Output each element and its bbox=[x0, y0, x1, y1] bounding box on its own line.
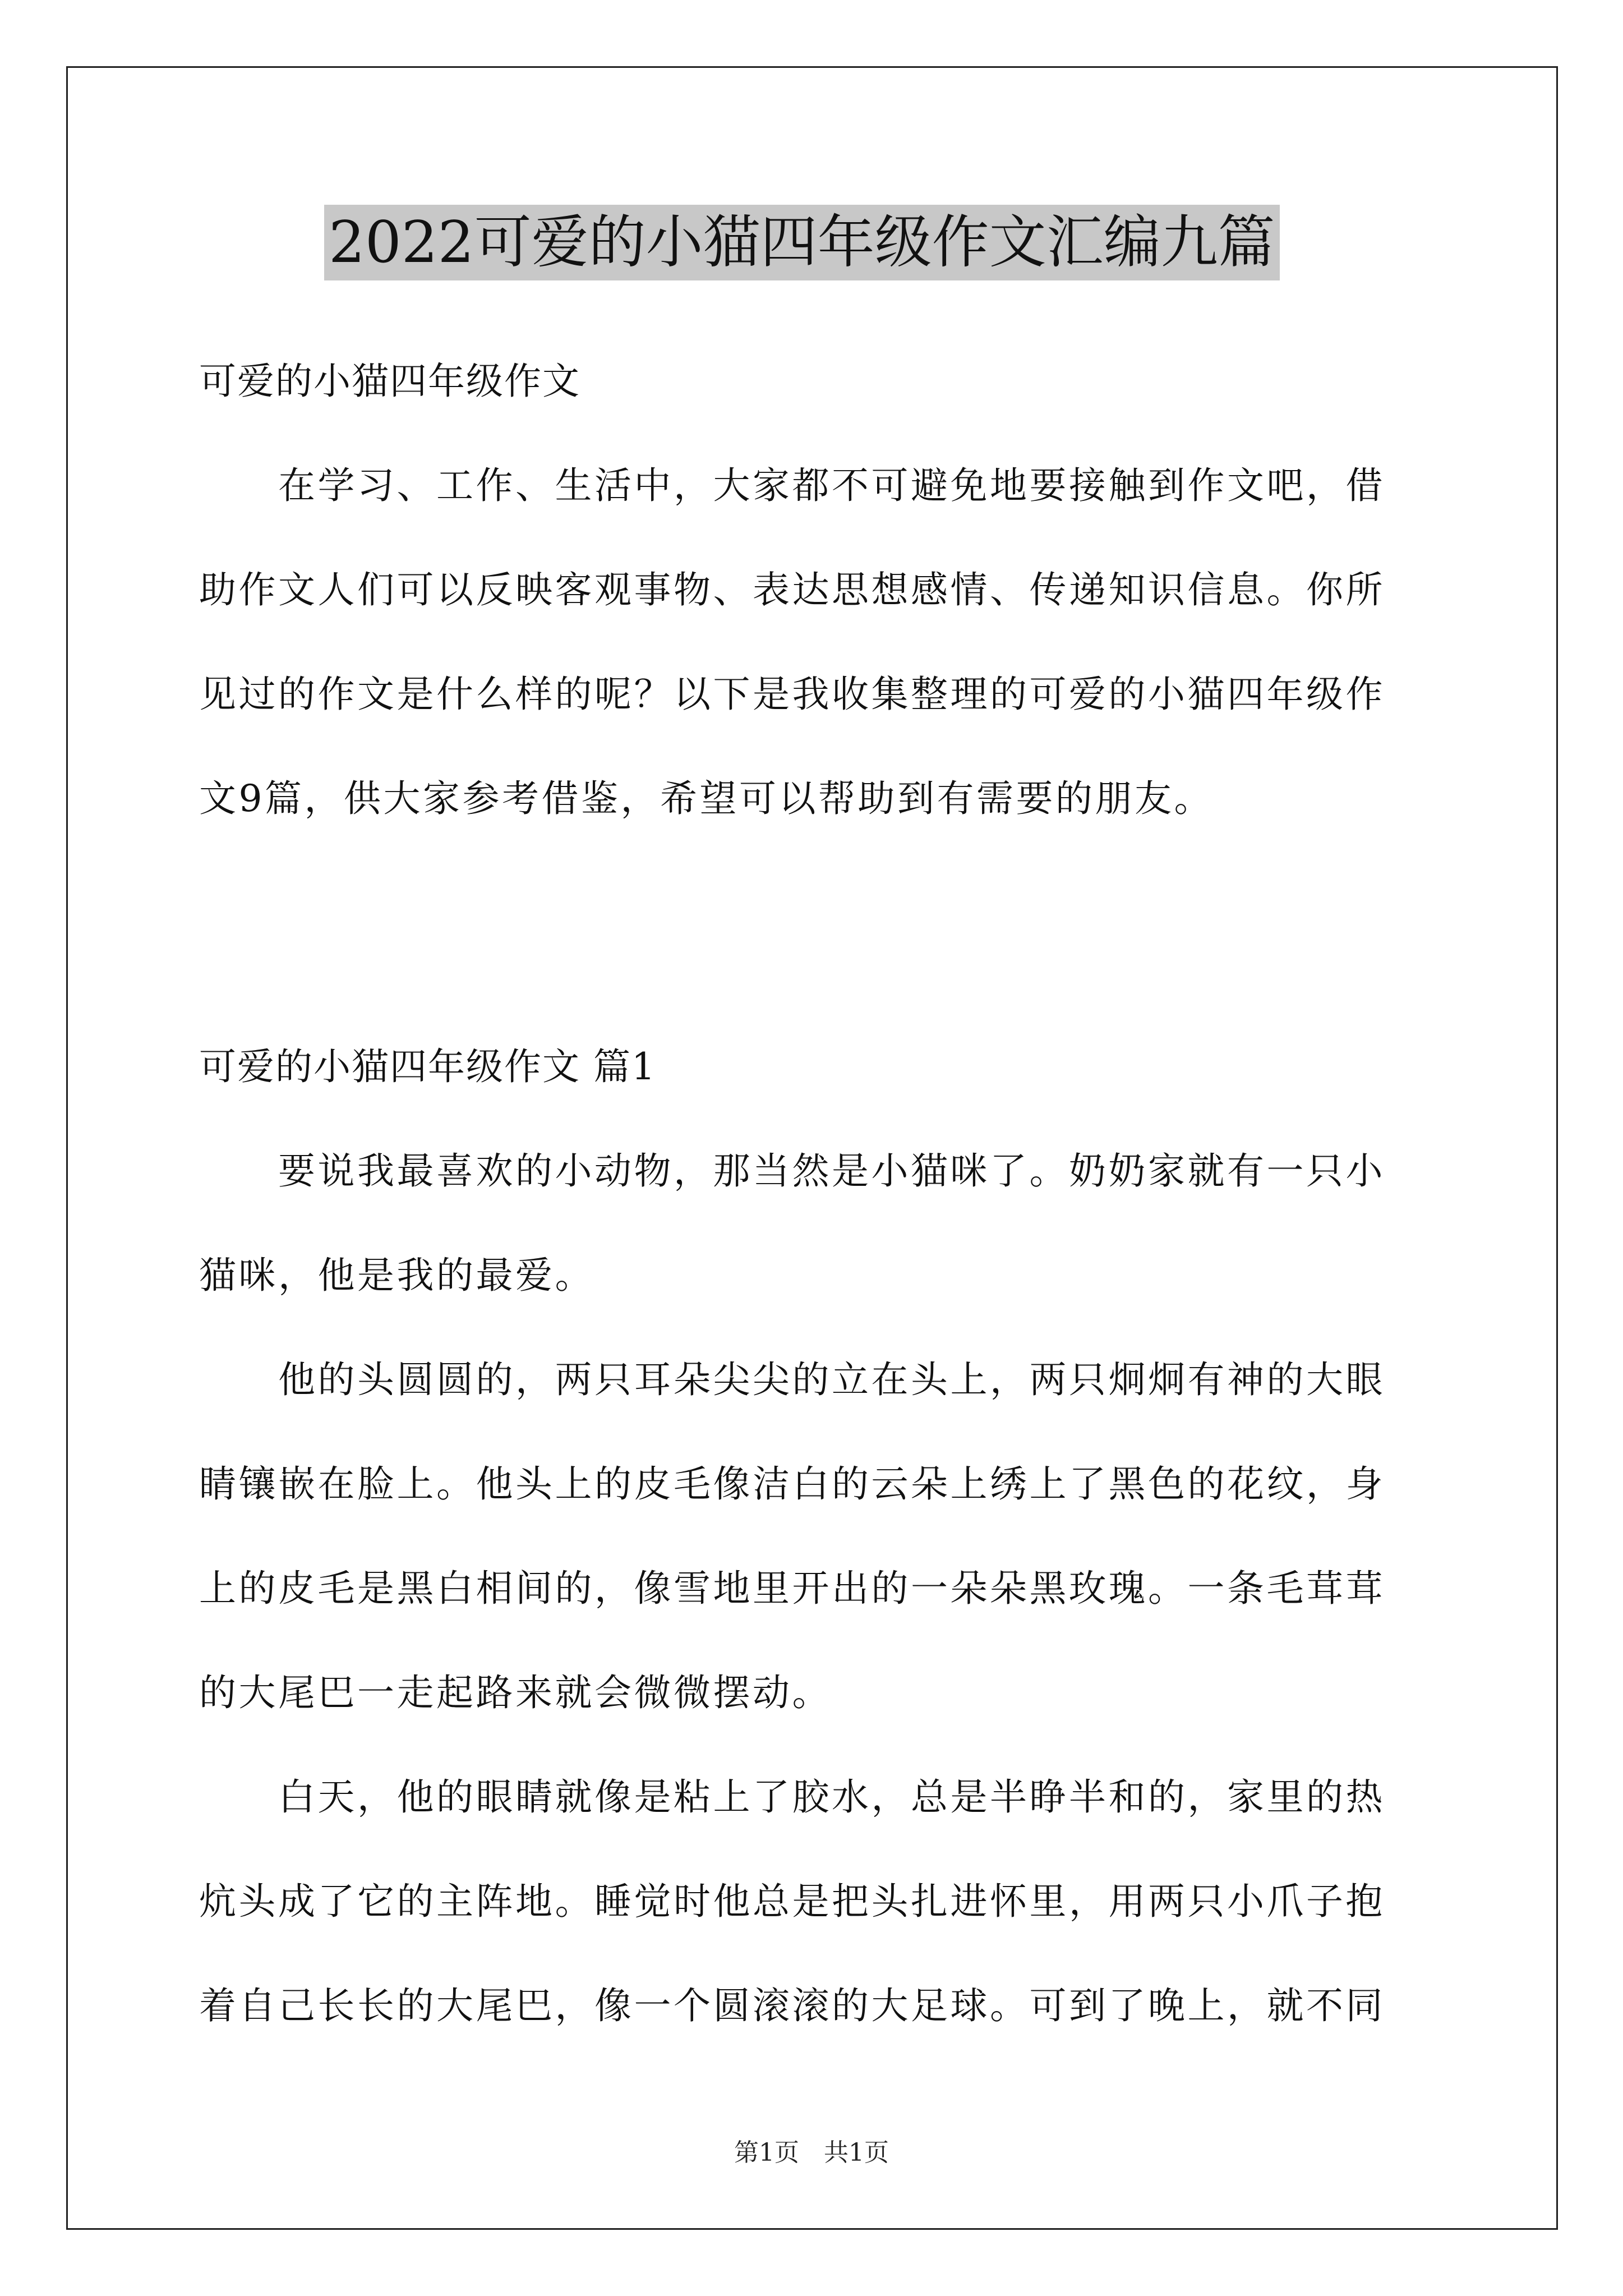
paragraph-line: 在学习、工作、生活中，大家都不可避免地要接触到作文吧，借 bbox=[199, 464, 1385, 507]
paragraph-line: 上的皮毛是黑白相间的，像雪地里开出的一朵朵黑玫瑰。一条毛茸茸 bbox=[199, 1567, 1385, 1610]
paragraph-line: 文9篇，供大家参考借鉴，希望可以帮助到有需要的朋友。 bbox=[199, 777, 1214, 820]
paragraph-line: 的大尾巴一走起路来就会微微摆动。 bbox=[199, 1671, 832, 1714]
page-number-footer: 第1页 共1页 bbox=[734, 2138, 889, 2167]
paragraph-line: 炕头成了它的主阵地。睡觉时他总是把头扎进怀里，用两只小爪子抱 bbox=[199, 1880, 1385, 1923]
paragraph-line: 猫咪，他是我的最爱。 bbox=[199, 1254, 594, 1297]
document-title: 2022可爱的小猫四年级作文汇编九篇 bbox=[324, 205, 1280, 280]
paragraph-line: 睛镶嵌在脸上。他头上的皮毛像洁白的云朵上绣上了黑色的花纹，身 bbox=[199, 1462, 1385, 1506]
paragraph-line: 要说我最喜欢的小动物，那当然是小猫咪了。奶奶家就有一只小 bbox=[199, 1149, 1385, 1193]
paragraph-line: 着自己长长的大尾巴，像一个圆滚滚的大足球。可到了晚上，就不同 bbox=[199, 1984, 1385, 2027]
paragraph-line: 助作文人们可以反映客观事物、表达思想感情、传递知识信息。你所 bbox=[199, 568, 1385, 611]
section-heading: 可爱的小猫四年级作文 篇1 bbox=[199, 1045, 656, 1088]
paragraph-line: 见过的作文是什么样的呢？以下是我收集整理的可爱的小猫四年级作 bbox=[199, 673, 1385, 716]
paragraph-line: 他的头圆圆的，两只耳朵尖尖的立在头上，两只炯炯有神的大眼 bbox=[199, 1358, 1385, 1401]
paragraph-line: 白天，他的眼睛就像是粘上了胶水，总是半睁半和的，家里的热 bbox=[199, 1775, 1385, 1819]
section-heading: 可爱的小猫四年级作文 bbox=[199, 360, 580, 403]
